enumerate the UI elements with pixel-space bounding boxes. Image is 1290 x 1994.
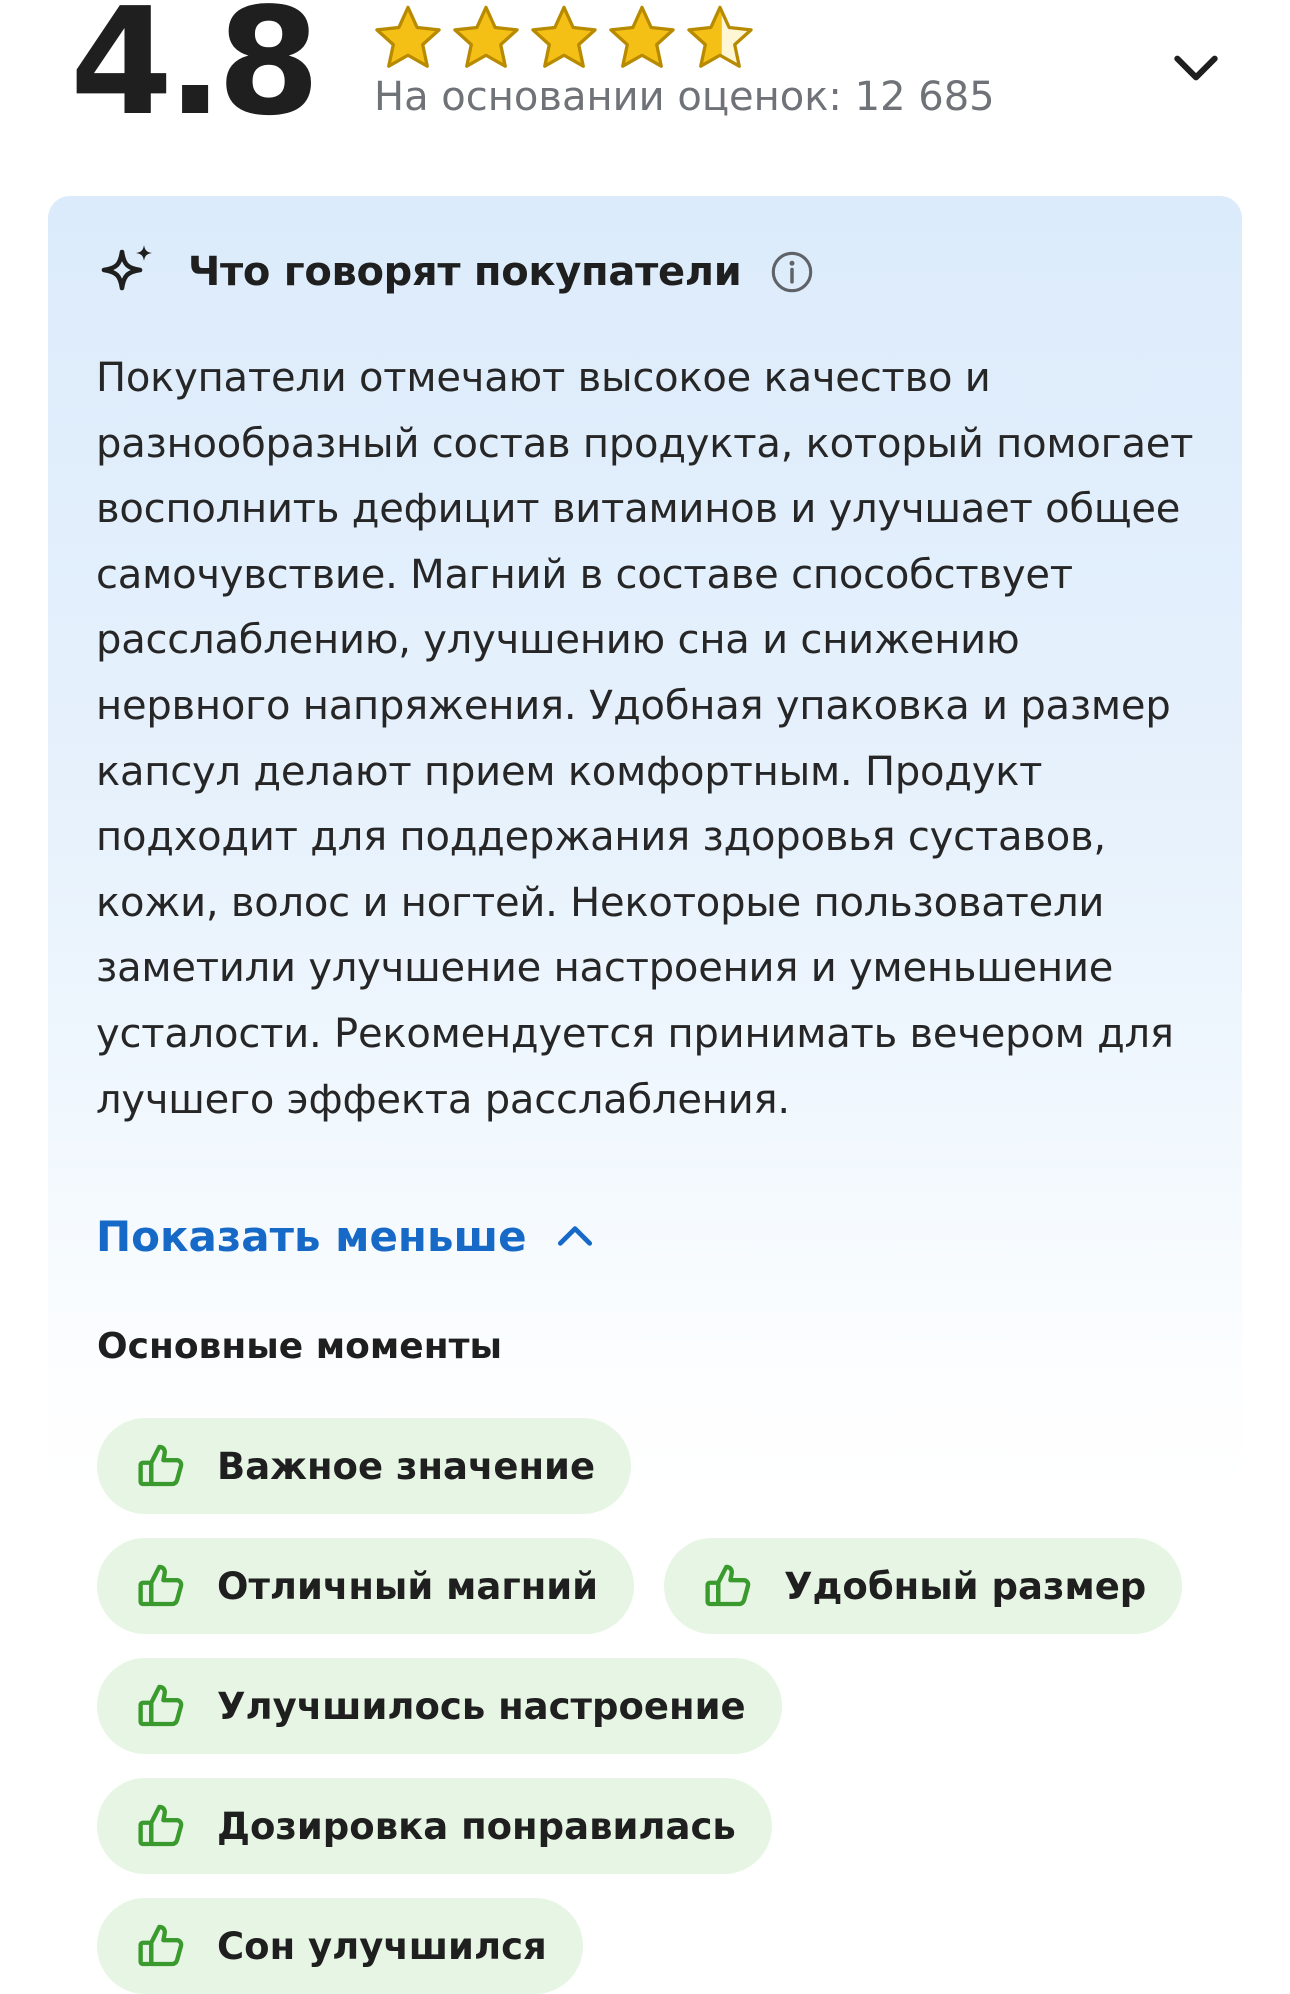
highlight-label: Дозировка понравилась bbox=[217, 1804, 736, 1848]
highlight-chip[interactable] bbox=[97, 1418, 631, 1514]
rating-stars bbox=[372, 2, 756, 74]
highlight-label: Удобный размер bbox=[784, 1564, 1147, 1608]
review-summary-card bbox=[48, 196, 1242, 1496]
thumbs-up-icon bbox=[135, 1920, 187, 1972]
show-less-label: Показать меньше bbox=[96, 1211, 527, 1261]
highlight-label: Сон улучшился bbox=[217, 1924, 547, 1968]
summary-title: Что говорят покупатели bbox=[188, 249, 742, 295]
highlights-title: Основные моменты bbox=[97, 1326, 502, 1367]
thumbs-up-icon bbox=[135, 1440, 187, 1492]
chevron-down-icon bbox=[1168, 40, 1224, 96]
thumbs-up-icon bbox=[135, 1800, 187, 1852]
highlight-chip[interactable] bbox=[664, 1538, 1182, 1634]
rating-score: 4.8 bbox=[70, 0, 315, 148]
highlight-chip[interactable] bbox=[97, 1538, 634, 1634]
highlight-label: Важное значение bbox=[217, 1444, 596, 1488]
highlight-chip[interactable] bbox=[97, 1658, 782, 1754]
highlight-label: Улучшилось настроение bbox=[217, 1684, 746, 1728]
half-star-icon bbox=[684, 2, 756, 74]
thumbs-up-icon bbox=[135, 1560, 187, 1612]
summary-header bbox=[96, 232, 814, 312]
star-icon bbox=[606, 2, 678, 74]
summary-text: Покупатели отмечают высокое качество и разнообразный состав продукта, который помогает восполнить дефицит витаминов и улучшает общее самочувствие. Магний в составе способствует расслаблению, улучшению сна и снижению нервного напряжения. Удобная упаковка и размер капсул делают прием комфортным. Продукт подходит для поддержания здоровья суставов, кожи, волос и ногтей. Некоторые пользователи заметили улучшение настроения и уменьшение усталости. Рекомендуется принимать вечером для лучшего эффекта расслабления. bbox=[96, 355, 1194, 1123]
show-less-button[interactable] bbox=[96, 1206, 597, 1266]
highlight-label: Отличный магний bbox=[217, 1564, 599, 1608]
thumbs-up-icon bbox=[702, 1560, 754, 1612]
star-icon bbox=[528, 2, 600, 74]
highlight-chip[interactable] bbox=[97, 1778, 772, 1874]
rating-count: На основании оценок: 12 685 bbox=[374, 74, 995, 120]
info-icon[interactable] bbox=[770, 250, 814, 294]
rating-header bbox=[0, 0, 1290, 170]
highlight-chip[interactable] bbox=[97, 1898, 583, 1994]
expand-button[interactable] bbox=[1160, 32, 1232, 104]
star-icon bbox=[450, 2, 522, 74]
star-icon bbox=[372, 2, 444, 74]
chevron-up-icon bbox=[553, 1214, 597, 1258]
sparkle-icon bbox=[96, 240, 160, 304]
thumbs-up-icon bbox=[135, 1680, 187, 1732]
